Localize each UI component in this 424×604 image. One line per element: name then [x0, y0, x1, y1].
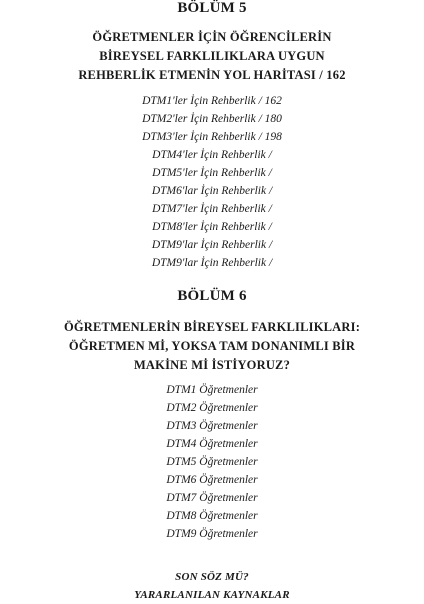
toc-entry[interactable]: DTM7 Öğretmenler	[166, 492, 258, 504]
section-5-title-line: ÖĞRETMENLER İÇİN ÖĞRENCİLERİN	[92, 30, 332, 44]
toc-entry[interactable]: DTM1 Öğretmenler	[166, 384, 258, 396]
closing-entry[interactable]: SON SÖZ MÜ?	[175, 571, 249, 583]
toc-entry[interactable]: DTM7'ler İçin Rehberlik /	[152, 203, 272, 215]
toc-entry[interactable]: DTM3'ler İçin Rehberlik / 198	[142, 131, 282, 143]
section-6-title-line: ÖĞRETMEN Mİ, YOKSA TAM DONANIMLI BİR	[68, 339, 356, 353]
toc-entry[interactable]: DTM5'ler İçin Rehberlik /	[152, 167, 272, 179]
section-5-entries	[0, 92, 424, 272]
section-6-heading: BÖLÜM 6	[177, 288, 247, 304]
toc-entry[interactable]: DTM5 Öğretmenler	[166, 456, 258, 468]
toc-entry[interactable]: DTM4 Öğretmenler	[166, 438, 258, 450]
section-5-title-line: REHBERLİK ETMENİN YOL HARİTASI / 162	[78, 68, 346, 82]
toc-entry[interactable]: DTM4'ler İçin Rehberlik /	[152, 149, 272, 161]
toc-entry[interactable]: DTM9'lar İçin Rehberlik /	[151, 239, 273, 251]
toc-entry[interactable]: DTM2 Öğretmenler	[166, 402, 258, 414]
toc-entry[interactable]: DTM2'ler İçin Rehberlik / 180	[142, 113, 282, 125]
section-5-heading: BÖLÜM 5	[177, 0, 247, 16]
toc-entry[interactable]: DTM8 Öğretmenler	[166, 510, 258, 522]
toc-entry[interactable]: DTM6'lar İçin Rehberlik /	[151, 185, 273, 197]
section-6-title	[0, 318, 424, 375]
toc-entry[interactable]: DTM3 Öğretmenler	[166, 420, 258, 432]
section-5-title-line: BİREYSEL FARKLILIKLARA UYGUN	[99, 49, 325, 63]
toc-entry[interactable]: DTM6 Öğretmenler	[166, 474, 258, 486]
closing-entry[interactable]: YARARLANILAN KAYNAKLAR	[134, 589, 290, 601]
toc-entry[interactable]: DTM9 Öğretmenler	[166, 528, 258, 540]
section-6-title-line: MAKİNE Mİ İSTİYORUZ?	[133, 358, 291, 372]
closing-block	[0, 568, 424, 604]
toc-entry[interactable]: DTM1'ler İçin Rehberlik / 162	[142, 95, 282, 107]
toc-entry[interactable]: DTM9'lar İçin Rehberlik /	[151, 257, 273, 269]
section-5-title	[0, 28, 424, 85]
section-6-title-line: ÖĞRETMENLERİN BİREYSEL FARKLILIKLARI:	[63, 320, 361, 334]
section-6-entries	[0, 381, 424, 543]
toc-entry[interactable]: DTM8'ler İçin Rehberlik /	[152, 221, 272, 233]
